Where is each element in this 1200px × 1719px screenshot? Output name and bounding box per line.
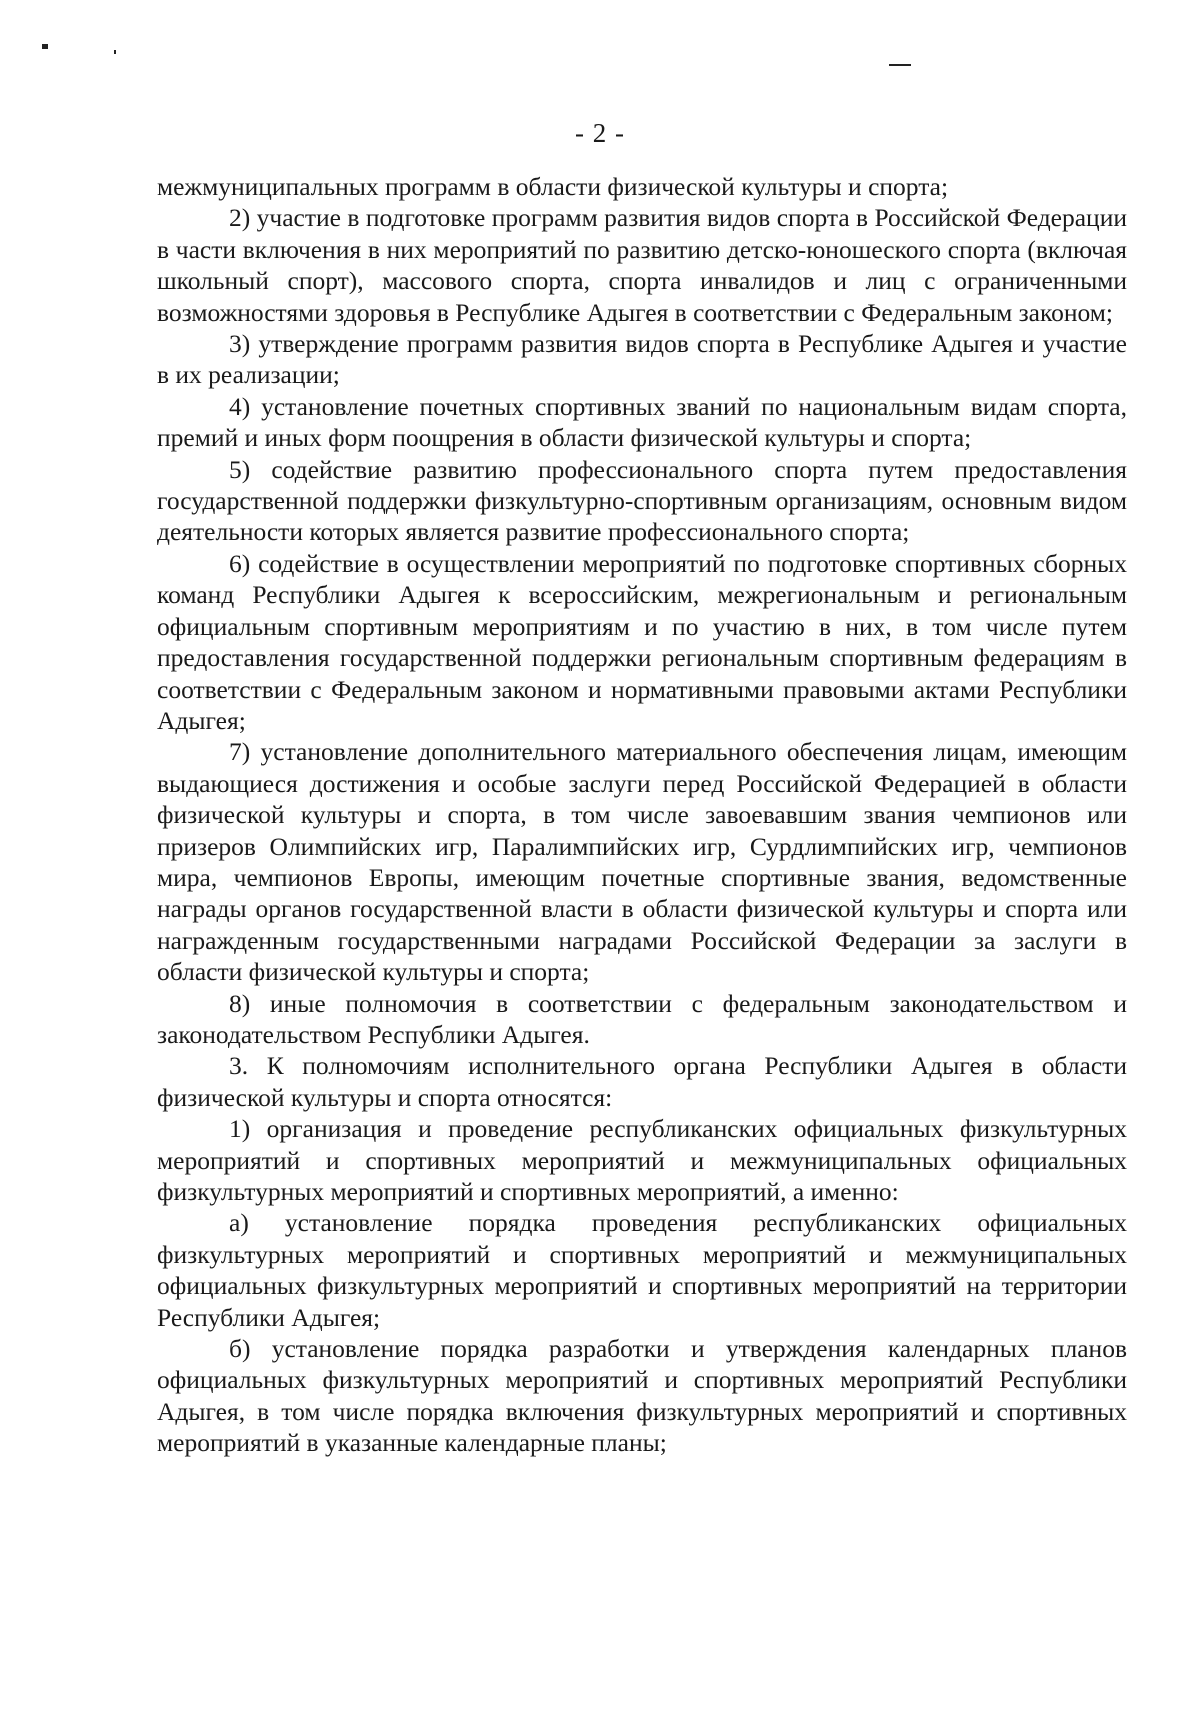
paragraph: б) установление порядка разработки и утверждения календарных планов официальных физкультурных мероприятий и спортивных мероприятий Республики Адыгея, в том числе порядка включения физкультурных мероприятий и спортивных мероприятий в указанные календарные планы; <box>157 1334 1127 1458</box>
scan-speck <box>114 50 116 54</box>
paragraph: 3. К полномочиям исполнительного органа Республики Адыгея в области физической культуры и спорта относятся: <box>157 1051 1127 1112</box>
scan-speck <box>889 64 911 66</box>
paragraph: 6) содействие в осуществлении мероприятий по подготовке спортивных сборных команд Республики Адыгея к всероссийским, межрегиональным и региональным официальным спортивным мероприятиям и по участию в них, в том числе путем предоставления государственной поддержки региональным спортивным федерациям в соответствии с Федеральным законом и нормативными правовыми актами Республики Адыгея; <box>157 548 1127 735</box>
paragraph: 7) установление дополнительного материального обеспечения лицам, имеющим выдающиеся достижения и особые заслуги перед Российской Федерацией в области физической культуры и спорта, в том числе завоевавшим звания чемпионов или призеров Олимпийских игр, Паралимпийских игр, Сурдлимпийских игр, чемпионов мира, чемпионов Европы, имеющим почетные спортивные звания, ведомственные награды органов государственной власти в области физической культуры и спорта или награжденным государственными наградами Российской Федерации за заслуги в области физической культуры и спорта; <box>157 737 1127 987</box>
paragraph: 4) установление почетных спортивных званий по национальным видам спорта, премий и иных форм поощрения в области физической культуры и спорта; <box>157 391 1127 453</box>
paragraph: 2) участие в подготовке программ развития видов спорта в Российской Федерации в части включения в них мероприятий по развитию детско-юношеского спорта (включая школьный спорт), массового спорта, спорта инвалидов и лиц с ограниченными возможностями здоровья в Республике Адыгея в соответствии с Федеральным законом; <box>157 203 1127 327</box>
page-number: - 2 - <box>575 118 625 148</box>
paragraph: 1) организация и проведение республиканских официальных физкультурных мероприятий и спортивных мероприятий и межмуниципальных официальных физкультурных мероприятий и спортивных мероприятий, а именно: <box>157 1114 1127 1206</box>
paragraph: 5) содействие развитию профессионального спорта путем предоставления государственной поддержки физкультурно-спортивным организациям, основным видом деятельности которых является развитие профессионального спорта; <box>157 454 1127 547</box>
paragraph: межмуниципальных программ в области физической культуры и спорта; <box>157 172 949 201</box>
paragraph: а) установление порядка проведения республиканских официальных физкультурных мероприятий и спортивных мероприятий и межмуниципальных официальных физкультурных мероприятий и спортивных мероприятий на территории Республики Адыгея; <box>157 1208 1127 1332</box>
body-text <box>157 171 1127 1459</box>
scan-speck <box>42 44 48 49</box>
paragraph: 3) утверждение программ развития видов спорта в Республике Адыгея и участие в их реализации; <box>157 329 1127 390</box>
paragraph: 8) иные полномочия в соответствии с федеральным законодательством и законодательством Республики Адыгея. <box>157 988 1127 1049</box>
